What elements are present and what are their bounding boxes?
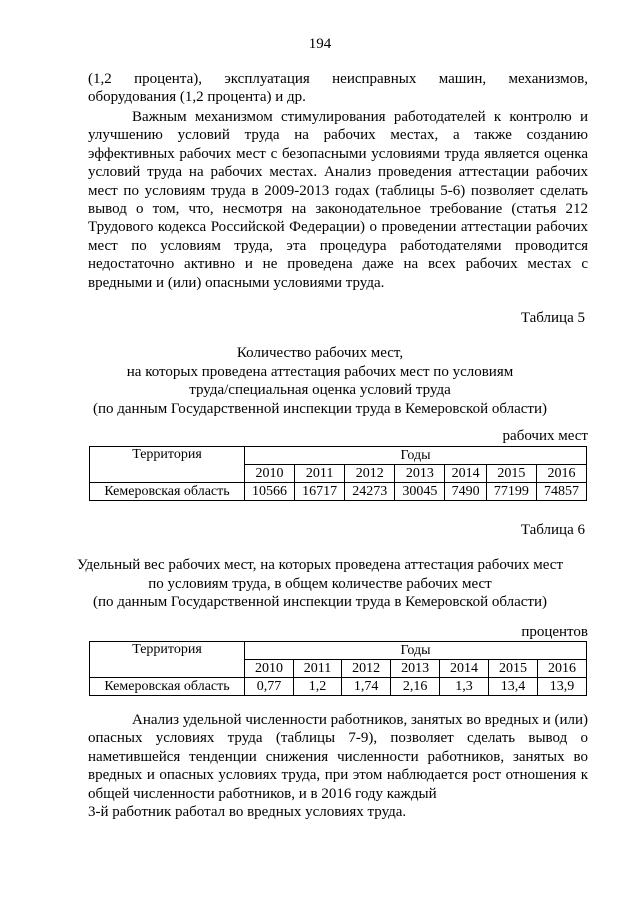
table-row [90,678,587,696]
caption-line: (по данным Государственной инспекции труда в Кемеровской области) [93,594,547,611]
value-cell: 0,77 [245,678,294,696]
caption-line: труда/специальная оценка условий труда [189,382,451,399]
caption-line: (по данным Государственной инспекции труда в Кемеровской области) [93,400,547,417]
value-cell: 74857 [536,483,586,501]
paragraph-harmful-conditions [88,711,588,821]
year-cell: 2013 [395,465,445,483]
header-years: Годы [245,447,587,465]
year-cell: 2011 [293,660,341,678]
paragraph-line: оборудования (1,2 процента) и др. [88,89,306,106]
year-cell: 2013 [391,660,440,678]
table6-label: Таблица 6 [520,522,585,538]
year-cell: 2016 [537,660,586,678]
caption-line: Количество рабочих мест, [236,345,404,361]
paragraph-text: Анализ удельной численности работников, занятых во вредных и (или) опасных условиях труда (таблицы 7-9), позволяет сделать вывод о наметившейся тенденции снижения численности работников, занятых во вредных и опасных условиях труда, при этом наблюдается рост отношения к общей численности работников, и в 2016 году каждый [88,712,588,802]
year-cell: 2010 [245,465,295,483]
value-cell: 1,3 [440,678,489,696]
year-cell: 2012 [345,465,395,483]
table-header-row [90,642,587,660]
year-cell: 2014 [440,660,489,678]
row-label: Кемеровская область [90,483,245,501]
table5-units: рабочих мест [502,428,588,444]
value-cell: 30045 [395,483,445,501]
table6-caption [60,556,580,612]
value-cell: 77199 [486,483,536,501]
year-cell: 2016 [536,465,586,483]
year-cell: 2014 [445,465,486,483]
caption-line: Удельный вес рабочих мест, на которых проведена аттестация рабочих мест [76,557,564,573]
row-label: Кемеровская область [90,678,245,696]
header-territory: Территория [90,447,245,483]
year-cell: 2015 [486,465,536,483]
value-cell: 2,16 [391,678,440,696]
paragraph-continuation [88,70,588,107]
table-row [90,483,587,501]
value-cell: 1,74 [342,678,391,696]
table6 [89,641,587,696]
table5-caption [60,344,580,418]
table-header-row [90,447,587,465]
header-years: Годы [245,642,587,660]
value-cell: 7490 [445,483,486,501]
paragraph-line: (1,2 процента), эксплуатация неисправных машин, механизмов, [88,71,588,87]
value-cell: 24273 [345,483,395,501]
table6-units: процентов [521,624,588,640]
table5 [89,446,587,501]
value-cell: 10566 [245,483,295,501]
caption-line: на которых проведена аттестация рабочих мест по условиям [126,363,514,380]
value-cell: 13,4 [489,678,538,696]
value-cell: 1,2 [293,678,341,696]
caption-line: по условиям труда, в общем количестве рабочих мест [148,575,492,592]
header-territory: Территория [90,642,245,678]
page-number: 194 [308,36,332,52]
table5-label: Таблица 5 [520,310,585,326]
value-cell: 13,9 [537,678,586,696]
year-cell: 2012 [342,660,391,678]
year-cell: 2011 [295,465,345,483]
paragraph-attestation: Важным механизмом стимулирования работодателей к контролю и улучшению условий труда на рабочих местах, а также созданию эффективных рабочих мест с безопасными условиями труда является оценка условий труда на рабочих местах. Анализ проведения аттестации рабочих мест по условиям труда в 2009-2013 годах (таблицы 5-6) позволяет сделать вывод о том, что, несмотря на законодательное требование (статья 212 Трудового кодекса Российской Федерации) о проведении аттестации рабочих мест по условиям труда, эта процедура работодателями проводится недостаточно активно и не проведена даже на всех рабочих местах с вредными и (или) опасными условиями труда. [88,109,588,291]
year-cell: 2015 [489,660,538,678]
paragraph-last-line: 3-й работник работал во вредных условиях труда. [88,804,407,821]
year-cell: 2010 [245,660,294,678]
value-cell: 16717 [295,483,345,501]
